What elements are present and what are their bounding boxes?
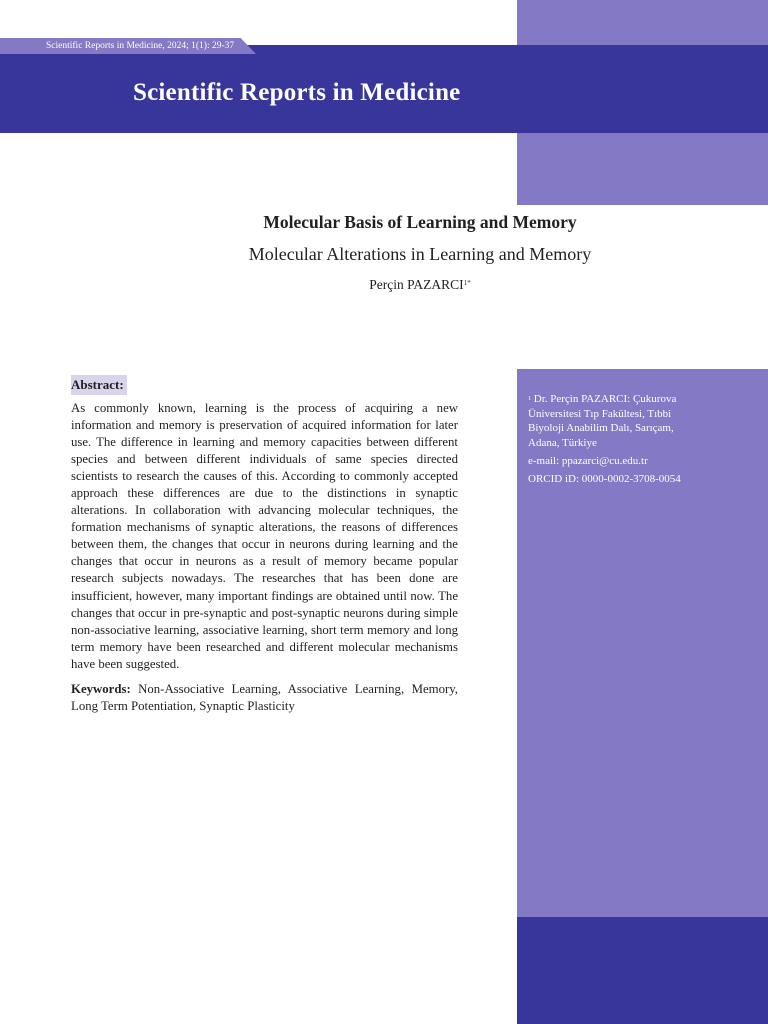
keywords: [71, 681, 458, 715]
affiliation-line: [528, 392, 704, 450]
author-email[interactable]: e-mail: ppazarci@cu.edu.tr: [528, 455, 648, 468]
journal-title: Scientific Reports in Medicine: [133, 79, 461, 106]
keywords-label: Keywords:: [71, 682, 131, 696]
author-line: [0, 275, 768, 295]
affiliation-text: Dr. Perçin PAZARCI: Çukurova Üniversitesi Tıp Fakültesi, Tıbbi Biyoloji Anabilim Dalı, Sarıçam, Adana, Türkiye: [528, 393, 677, 449]
author-marker: 1*: [463, 279, 471, 287]
author-name: Perçin PAZARCI: [369, 277, 464, 292]
affiliation-marker: 1: [528, 396, 531, 402]
bottom-right-decor-block: [517, 917, 768, 1024]
keywords-list: Non-Associative Learning, Associative Learning, Memory, Long Term Potentiation, Synaptic Plasticity: [71, 682, 459, 714]
citation-text: Scientific Reports in Medicine, 2024; 1(1): 29-37: [46, 41, 235, 51]
abstract-text: As commonly known, learning is the process of acquiring a new information and memory is preservation of acquired information for later use. The difference in learning and memory capacities between different species and between different individuals of same species directed scientists to research the causes of this. According to commonly accepted approach these differences are due to the distinctions in synaptic alterations. In collaboration with advancing molecular techniques, the formation mechanisms of synaptic alterations, the reasons of differences between them, the changes that occur in neurons during learning and the changes that occur in neurons as a result of memory became popular research subjects nowadays. The researches that has been done are insufficient, however, many important findings are obtained until now. The changes that occur in pre-synaptic and post-synaptic neurons during simple non-associative learning, associative learning, short term memory and long term memory have been researched and different molecular mechanisms have been suggested.: [71, 401, 458, 671]
abstract-label: Abstract:: [71, 375, 127, 395]
article-title-block: [0, 208, 768, 295]
author-orcid[interactable]: ORCID iD: 0000-0002-3708-0054: [528, 473, 681, 486]
author-affiliation-box: [528, 392, 704, 488]
article-alt-title: Molecular Alterations in Learning and Memory: [248, 244, 592, 264]
article-title: Molecular Basis of Learning and Memory: [263, 212, 577, 232]
